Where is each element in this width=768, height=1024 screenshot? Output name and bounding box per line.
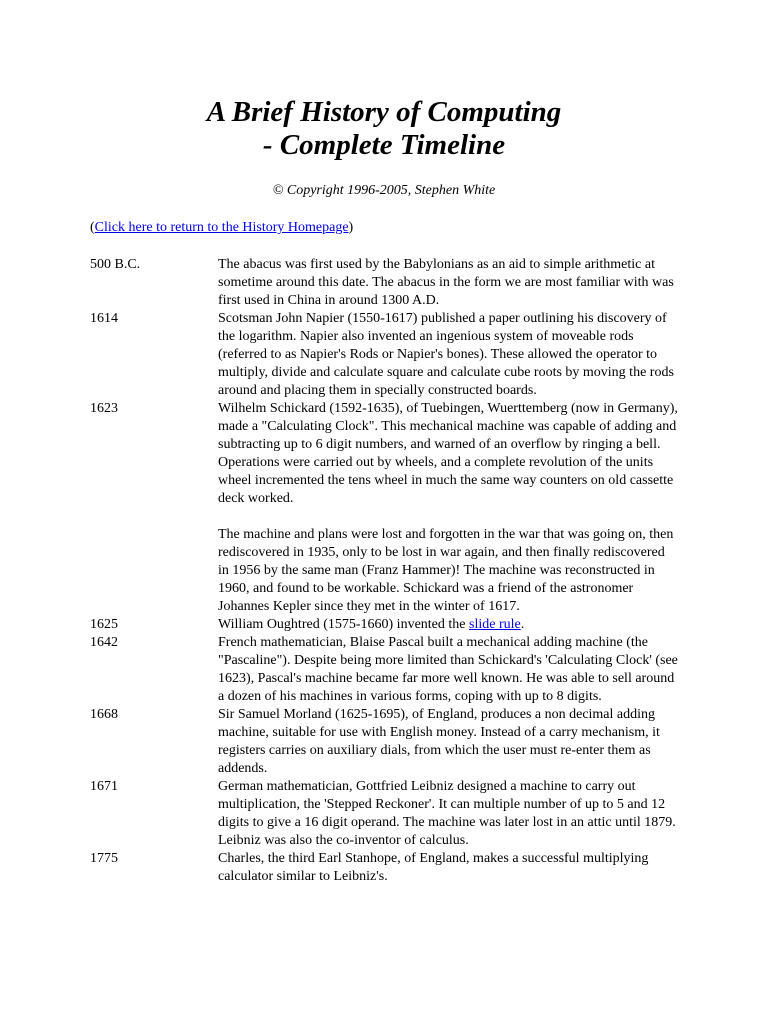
entry-year: 1775	[90, 851, 118, 866]
entry-text: German mathematician, Gottfried Leibniz designed a machine to carry out multiplication, the 'Stepped Reckoner'. It can multiple number of up to 5 and 12 digits to give a 16 digit operand. The machine was later lost in an attic until 1879. Leibniz was also the co-inventor of calculus.	[218, 779, 676, 848]
history-homepage-link[interactable]: Click here to return to the History Homepage	[94, 220, 349, 235]
entry-description	[218, 310, 678, 400]
timeline-entry	[90, 400, 690, 616]
copyright-notice: © Copyright 1996-2005, Stephen White	[272, 183, 496, 198]
timeline-entry	[90, 850, 690, 886]
entry-year: 1625	[90, 617, 118, 632]
entry-text: The abacus was first used by the Babylonians as an aid to simple arithmetic at sometime around this date. The abacus in the form we are most familiar with was first used in China in around 1300 A.D.	[218, 257, 674, 308]
timeline-entry	[90, 310, 690, 400]
return-open-paren: (	[90, 220, 95, 235]
entry-text: French mathematician, Blaise Pascal built a mechanical adding machine (the "Pascaline"). Despite being more limited than Schickard's 'Calculating Clock' (see 1623), Pascal's machine became far more well known. He was able to sell around a dozen of his machines in various forms, coping with up to 8 digits.	[218, 635, 678, 704]
page-title	[0, 96, 768, 162]
entry-year: 1614	[90, 311, 118, 326]
timeline-entry	[90, 634, 690, 706]
entry-text: Wilhelm Schickard (1592-1635), of Tuebingen, Wuerttemberg (now in Germany), made a "Calculating Clock". This mechanical machine was capable of adding and subtracting up to 6 digit numbers, and warned of an overflow by ringing a bell. Operations were carried out by wheels, and a complete revolution of the units wheel incremented the tens wheel in much the same way counters on old cassette deck worked.	[218, 401, 678, 506]
entry-description	[218, 706, 678, 778]
return-close-paren: )	[348, 220, 354, 235]
entry-year: 1623	[90, 401, 118, 416]
entry-description	[218, 400, 678, 616]
timeline-entry	[90, 256, 690, 310]
entry-text-before-link: William Oughtred (1575-1660) invented the	[218, 617, 469, 632]
entry-year: 500 B.C.	[90, 257, 141, 272]
timeline-entry	[90, 616, 690, 634]
entry-text-continued: The machine and plans were lost and forgotten in the war that was going on, then rediscovered in 1935, only to be lost in war again, and then finally rediscovered in 1956 by the same man (Franz Hammer)! The machine was reconstructed in 1960, and found to be workable. Schickard was a friend of the astronomer Johannes Kepler since they met in the winter of 1617.	[218, 527, 674, 614]
timeline-entry	[90, 778, 690, 850]
entry-description	[218, 850, 678, 886]
entry-description	[218, 778, 678, 850]
entry-text: Sir Samuel Morland (1625-1695), of England, produces a non decimal adding machine, suitable for use with English money. Instead of a carry mechanism, it registers carries on auxiliary dials, from which the user must re-enter them as addends.	[218, 707, 660, 776]
entry-year: 1668	[90, 707, 118, 722]
entry-description	[218, 256, 678, 310]
page-title-line-1: A Brief History of Computing	[206, 96, 562, 128]
timeline-entry	[90, 706, 690, 778]
entry-text: Scotsman John Napier (1550-1617) published a paper outlining his discovery of the logarithm. Napier also invented an ingenious system of moveable rods (referred to as Napier's Rods or Napier's bones). These allowed the operator to multiply, divide and calculate square and calculate cube roots by moving the rods around and placing them in specially constructed boards.	[218, 311, 674, 398]
timeline	[90, 256, 690, 886]
entry-description	[218, 634, 678, 706]
return-line	[90, 219, 353, 237]
entry-text: Charles, the third Earl Stanhope, of England, makes a successful multiplying calculator similar to Leibniz's.	[218, 851, 649, 884]
entry-year: 1671	[90, 779, 118, 794]
entry-text	[218, 616, 678, 634]
page-title-line-2: - Complete Timeline	[262, 129, 506, 161]
slide-rule-link[interactable]: slide rule	[469, 617, 521, 632]
entry-year: 1642	[90, 635, 118, 650]
entry-text-after-link: .	[520, 617, 525, 632]
entry-description	[218, 616, 678, 634]
